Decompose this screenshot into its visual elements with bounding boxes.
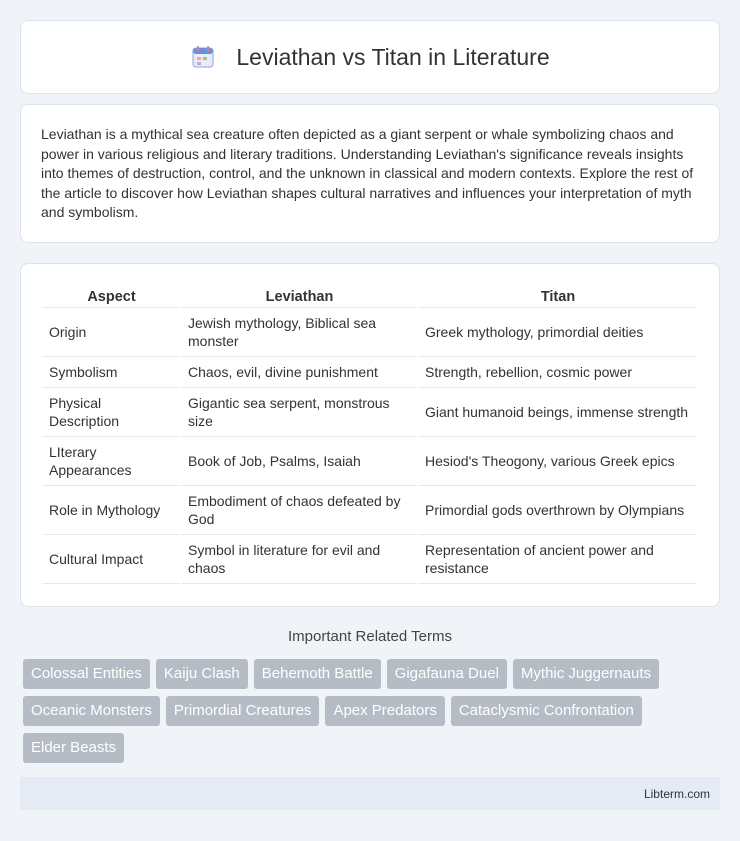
tag-primordial-creatures[interactable]: Primordial Creatures (166, 696, 320, 726)
intro-card (20, 104, 720, 243)
table-cell: Symbol in literature for evil and chaos (182, 535, 417, 584)
table-cell: Origin (43, 308, 180, 357)
footer-site-link[interactable]: Libterm.com (643, 786, 710, 801)
table-cell: Chaos, evil, divine punishment (182, 357, 417, 388)
table-cell: Representation of ancient power and resistance (419, 535, 697, 584)
table-cell: Greek mythology, primordial deities (419, 308, 697, 357)
table-row (43, 308, 697, 357)
table-row (43, 437, 697, 486)
tag-gigafauna-duel[interactable]: Gigafauna Duel (387, 659, 507, 689)
calendar-icon (190, 44, 216, 70)
table-cell: Giant humanoid beings, immense strength (419, 388, 697, 437)
table-cell: Hesiod's Theogony, various Greek epics (419, 437, 697, 486)
table-row (43, 388, 697, 437)
comparison-table (41, 284, 699, 584)
tag-colossal-entities[interactable]: Colossal Entities (23, 659, 150, 689)
tag-elder-beasts[interactable]: Elder Beasts (23, 733, 124, 763)
table-row (43, 357, 697, 388)
table-cell: Jewish mythology, Biblical sea monster (182, 308, 417, 357)
footer (20, 777, 720, 810)
table-cell: Primordial gods overthrown by Olympians (419, 486, 697, 535)
header (190, 44, 549, 71)
table-cell: Gigantic sea serpent, monstrous size (182, 388, 417, 437)
comparison-card (20, 263, 720, 607)
table-cell: Role in Mythology (43, 486, 180, 535)
page-title: Leviathan vs Titan in Literature (236, 43, 550, 70)
table-cell: Book of Job, Psalms, Isaiah (182, 437, 417, 486)
related-terms-title: Important Related Terms (288, 628, 452, 645)
table-cell: Embodiment of chaos defeated by God (182, 486, 417, 535)
intro-text: Leviathan is a mythical sea creature often depicted as a giant serpent or whale symbolizing chaos and power in various religious and literary traditions. Understanding Leviathan's significance reveals insights into themes of destruction, control, and the unknown in classical and modern contexts. Explore the rest of the article to discover how Leviathan shapes cultural narratives and influences your interpretation of myth and symbolism. (41, 126, 694, 220)
tag-cataclysmic-confrontation[interactable]: Cataclysmic Confrontation (451, 696, 642, 726)
table-header-row (43, 284, 697, 308)
header-aspect: Aspect (43, 284, 180, 308)
table-row (43, 535, 697, 584)
tag-oceanic-monsters[interactable]: Oceanic Monsters (23, 696, 160, 726)
tag-behemoth-battle[interactable]: Behemoth Battle (254, 659, 381, 689)
tag-mythic-juggernauts[interactable]: Mythic Juggernauts (513, 659, 659, 689)
table-cell: Physical Description (43, 388, 180, 437)
tag-kaiju-clash[interactable]: Kaiju Clash (156, 659, 248, 689)
related-terms-list (23, 659, 723, 763)
header-titan: Titan (419, 284, 697, 308)
table-cell: LIterary Appearances (43, 437, 180, 486)
table-cell: Cultural Impact (43, 535, 180, 584)
table-cell: Symbolism (43, 357, 180, 388)
table-cell: Strength, rebellion, cosmic power (419, 357, 697, 388)
header-card (20, 20, 720, 94)
tag-apex-predators[interactable]: Apex Predators (325, 696, 444, 726)
header-leviathan: Leviathan (182, 284, 417, 308)
table-row (43, 486, 697, 535)
